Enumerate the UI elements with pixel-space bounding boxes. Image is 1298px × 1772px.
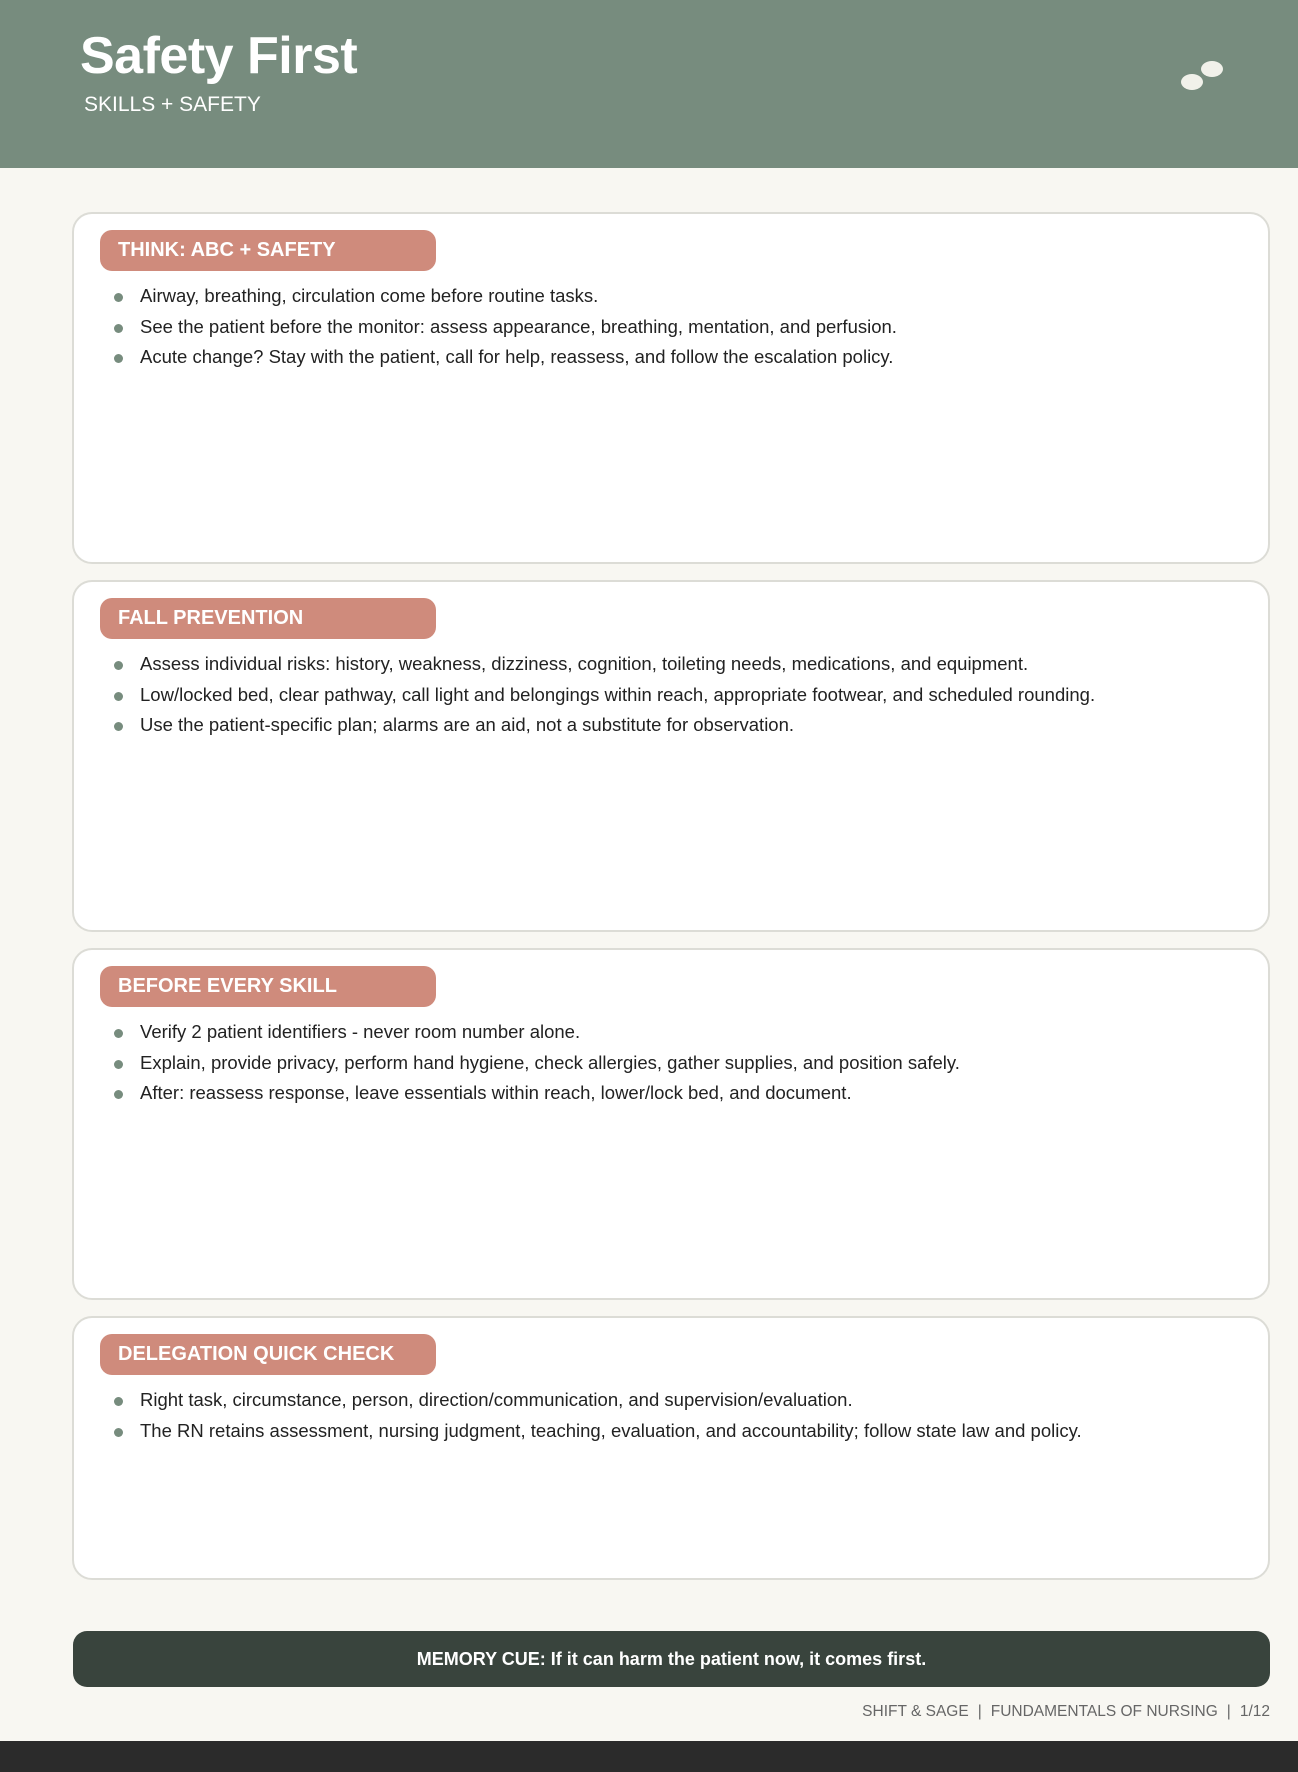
list-item-text: Airway, breathing, circulation come before routine tasks. (140, 285, 599, 306)
list-item (114, 1416, 1082, 1447)
footer-brand: SHIFT & SAGE (862, 1703, 969, 1720)
bullet-dot-icon (114, 1060, 123, 1069)
page-title: Safety First (80, 27, 358, 85)
section-title-pill: DELEGATION QUICK CHECK (100, 1334, 436, 1375)
list-item (114, 312, 897, 343)
section-title-pill: THINK: ABC + SAFETY (100, 230, 436, 271)
list-item-text: Right task, circumstance, person, direction/communication, and supervision/evaluation. (140, 1389, 853, 1410)
section-title-pill: FALL PREVENTION (100, 598, 436, 639)
list-item-text: Acute change? Stay with the patient, call for help, reassess, and follow the escalation policy. (140, 346, 894, 367)
memory-cue-banner: MEMORY CUE: If it can harm the patient now, it comes first. (73, 1631, 1270, 1687)
list-item (114, 281, 897, 312)
bullet-dot-icon (114, 324, 123, 333)
list-item-text: Explain, provide privacy, perform hand hygiene, check allergies, gather supplies, and position safely. (140, 1051, 960, 1073)
list-item-text: Verify 2 patient identifiers - never room number alone. (140, 1021, 581, 1042)
list-item (114, 649, 1095, 680)
page-header (0, 0, 1298, 168)
leaves-logo-icon (1180, 56, 1228, 96)
list-item-text: See the patient before the monitor: assess appearance, breathing, mentation, and perfusion. (140, 315, 897, 337)
list-item-text: The RN retains assessment, nursing judgment, teaching, evaluation, and accountability; follow state law and policy. (140, 1419, 1082, 1441)
list-item (114, 342, 897, 373)
footer-page-number: 1/12 (1239, 1703, 1270, 1720)
bullet-list (114, 1385, 1082, 1446)
section-card-before-every-skill (72, 948, 1270, 1300)
list-item-text: Assess individual risks: history, weakness, dizziness, cognition, toileting needs, medications, and equipment. (140, 653, 1029, 674)
footer-course: FUNDAMENTALS OF NURSING (990, 1703, 1218, 1720)
list-item (114, 710, 1095, 741)
list-item-text: Low/locked bed, clear pathway, call light and belongings within reach, appropriate footwear, and scheduled rounding. (140, 683, 1096, 705)
section-card-delegation (72, 1316, 1270, 1580)
list-item (114, 1048, 960, 1079)
page-footer (862, 1703, 1270, 1721)
bullet-dot-icon (114, 722, 123, 731)
footer-separator: | (1226, 1703, 1231, 1720)
bullet-dot-icon (114, 354, 123, 363)
section-title-pill: BEFORE EVERY SKILL (100, 966, 436, 1007)
bullet-dot-icon (114, 293, 123, 302)
section-card-fall-prevention (72, 580, 1270, 932)
bullet-dot-icon (114, 1090, 123, 1099)
bullet-dot-icon (114, 692, 123, 701)
list-item (114, 1385, 1082, 1416)
footer-separator: | (977, 1703, 982, 1720)
bullet-dot-icon (114, 1397, 123, 1406)
bullet-dot-icon (114, 1428, 123, 1437)
bullet-list (114, 281, 897, 373)
bullet-list (114, 649, 1095, 741)
list-item-text: After: reassess response, leave essentials within reach, lower/lock bed, and document. (140, 1082, 852, 1103)
list-item (114, 680, 1095, 711)
section-card-abc-safety (72, 212, 1270, 564)
list-item (114, 1017, 960, 1048)
bullet-list (114, 1017, 960, 1109)
bottom-bar (0, 1741, 1298, 1772)
bullet-dot-icon (114, 1029, 123, 1038)
list-item-text: Use the patient-specific plan; alarms are an aid, not a substitute for observation. (140, 714, 795, 735)
page-subtitle: SKILLS + SAFETY (84, 93, 261, 116)
bullet-dot-icon (114, 661, 123, 670)
list-item (114, 1078, 960, 1109)
